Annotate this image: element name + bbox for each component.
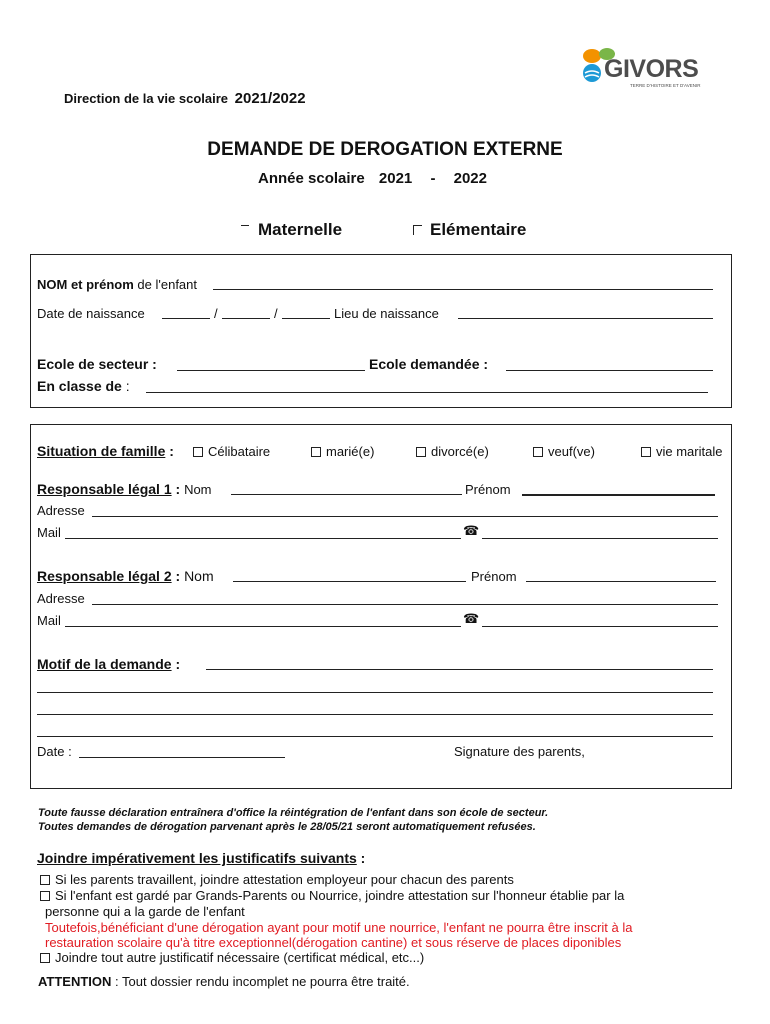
birth-day-field[interactable] bbox=[162, 318, 210, 319]
school-year: Année scolaire 2021 - 2022 bbox=[258, 170, 487, 187]
sector-school-label: Ecole de secteur : bbox=[37, 356, 157, 372]
logo-text: GIVORS bbox=[604, 55, 699, 83]
guardian2-label: Responsable légal 2 : Nom bbox=[37, 568, 214, 584]
nanny-note-line1: Toutefois,bénéficiant d'une dérogation ayant pour motif une nourrice, l'enfant ne pourra être inscrit à la bbox=[45, 920, 633, 935]
guardian1-address-label: Adresse bbox=[37, 503, 85, 518]
child-name-field[interactable] bbox=[213, 289, 713, 290]
requested-school-field[interactable] bbox=[506, 370, 713, 371]
document-item-other[interactable]: Joindre tout autre justificatif nécessaire (certificat médical, etc...) bbox=[40, 950, 424, 965]
guardian2-address-field[interactable] bbox=[92, 604, 718, 605]
logo-tagline: TERRE D'HISTOIRE ET D'AVENIR bbox=[630, 83, 701, 88]
family-situation-label: Situation de famille : bbox=[37, 443, 174, 459]
guardian2-phone-field[interactable] bbox=[482, 626, 718, 627]
child-name-label: NOM et prénom de l'enfant bbox=[37, 277, 198, 292]
signature-label: Signature des parents, bbox=[454, 744, 585, 759]
family-option-vie-maritale[interactable]: vie maritale bbox=[641, 444, 722, 459]
birthplace-label: Lieu de naissance bbox=[334, 306, 439, 321]
family-option-marie[interactable]: marié(e) bbox=[311, 444, 374, 459]
nanny-note-line2: restauration scolaire qu'à titre exceptionnel(dérogation cantine) et sous réserve de places diponibles bbox=[45, 935, 622, 950]
birth-separator: / bbox=[274, 306, 278, 321]
checkbox-icon[interactable] bbox=[533, 447, 543, 457]
reason-field-line[interactable] bbox=[206, 669, 713, 670]
guardian1-phone-field[interactable] bbox=[482, 538, 718, 539]
checkbox-icon[interactable] bbox=[40, 891, 50, 901]
guardian2-mail-field[interactable] bbox=[65, 626, 461, 627]
guardian2-mail-label: Mail bbox=[37, 613, 61, 628]
givors-logo bbox=[580, 46, 715, 94]
reason-field-line[interactable] bbox=[37, 692, 713, 693]
family-option-veuf[interactable]: veuf(ve) bbox=[533, 444, 595, 459]
elementaire-checkbox[interactable] bbox=[413, 225, 422, 235]
direction-header: Direction de la vie scolaire 2021/2022 bbox=[64, 90, 306, 107]
guardian1-address-field[interactable] bbox=[92, 516, 718, 517]
elementaire-label: Elémentaire bbox=[430, 220, 527, 239]
date-field[interactable] bbox=[79, 757, 285, 758]
checkbox-icon[interactable] bbox=[311, 447, 321, 457]
family-option-divorce[interactable]: divorcé(e) bbox=[416, 444, 489, 459]
guardian1-firstname-label: Prénom bbox=[465, 482, 511, 497]
guardian1-mail-label: Mail bbox=[37, 525, 61, 540]
documents-title: Joindre impérativement les justificatifs suivants : bbox=[37, 850, 366, 866]
maternelle-label: Maternelle bbox=[258, 220, 343, 239]
page-title: DEMANDE DE DEROGATION EXTERNE bbox=[207, 139, 563, 160]
phone-icon: ☎ bbox=[463, 523, 480, 538]
sector-school-field[interactable] bbox=[177, 370, 365, 371]
attention-note: ATTENTION : Tout dossier rendu incomplet ne pourra être traité. bbox=[38, 974, 410, 989]
guardian1-firstname-field[interactable] bbox=[522, 494, 715, 496]
phone-icon: ☎ bbox=[463, 611, 480, 626]
reason-field-line[interactable] bbox=[37, 736, 713, 737]
guardian2-firstname-label: Prénom bbox=[471, 569, 517, 584]
class-label: En classe de : bbox=[37, 378, 130, 394]
document-item-childcare-cont: personne qui a la garde de l'enfant bbox=[45, 904, 245, 919]
checkbox-icon[interactable] bbox=[40, 875, 50, 885]
birth-month-field[interactable] bbox=[222, 318, 270, 319]
birth-year-field[interactable] bbox=[282, 318, 330, 319]
date-label: Date : bbox=[37, 744, 72, 759]
birthplace-field[interactable] bbox=[458, 318, 713, 319]
birth-date-label: Date de naissance bbox=[37, 306, 145, 321]
checkbox-icon[interactable] bbox=[40, 953, 50, 963]
requested-school-label: Ecole demandée : bbox=[369, 356, 489, 372]
guardian2-name-field[interactable] bbox=[233, 581, 466, 582]
checkbox-icon[interactable] bbox=[641, 447, 651, 457]
guardian2-address-label: Adresse bbox=[37, 591, 85, 606]
document-item-childcare[interactable]: Si l'enfant est gardé par Grands-Parents ou Nourrice, joindre attestation sur l'honneur établie par la bbox=[40, 888, 624, 903]
warning-false-declaration: Toute fausse déclaration entraînera d'office la réintégration de l'enfant dans son école de secteur. bbox=[38, 807, 549, 819]
reason-field-line[interactable] bbox=[37, 714, 713, 715]
document-item-employer[interactable]: Si les parents travaillent, joindre attestation employeur pour chacun des parents bbox=[40, 872, 514, 887]
family-option-celibataire[interactable]: Célibataire bbox=[193, 444, 270, 459]
header-year: 2021/2022 bbox=[234, 90, 306, 107]
family-box bbox=[30, 424, 732, 789]
birth-separator: / bbox=[214, 306, 218, 321]
checkbox-icon[interactable] bbox=[193, 447, 203, 457]
reason-label: Motif de la demande : bbox=[37, 656, 181, 672]
guardian1-label: Responsable légal 1 : Nom bbox=[37, 481, 212, 497]
checkbox-icon[interactable] bbox=[416, 447, 426, 457]
guardian1-mail-field[interactable] bbox=[65, 538, 461, 539]
warning-late-requests: Toutes demandes de dérogation parvenant après le 28/05/21 seront automatiquement refusées. bbox=[38, 821, 536, 833]
guardian1-name-field[interactable] bbox=[231, 494, 462, 495]
maternelle-checkbox[interactable] bbox=[241, 225, 249, 231]
guardian2-firstname-field[interactable] bbox=[526, 581, 716, 582]
class-field[interactable] bbox=[146, 392, 708, 393]
